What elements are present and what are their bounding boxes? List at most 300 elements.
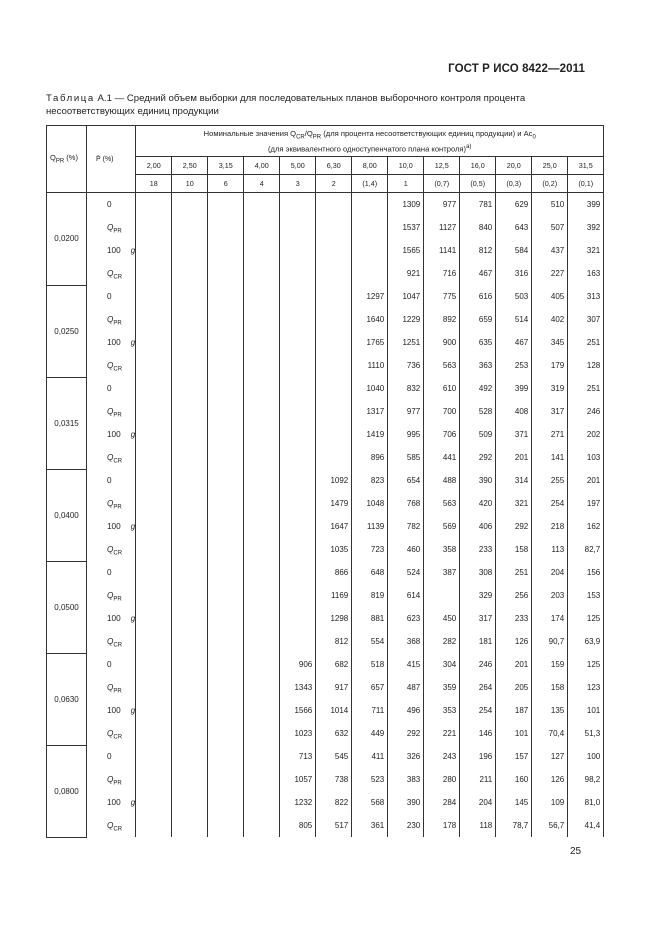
table-value: 70,4 [548,729,565,738]
table-value: 1640 [366,315,385,324]
table-value: 314 [514,476,529,485]
table-value: 126 [514,637,529,646]
table-value [136,584,171,607]
table-value: 510 [550,200,565,209]
table-value: 109 [550,798,565,807]
table-value [136,331,171,354]
table-value: 125 [586,660,601,669]
table-value: 179 [550,361,565,370]
value-column-cell [244,285,280,377]
table-value [244,814,279,837]
value-column-cell [460,377,496,469]
table-value [352,193,387,216]
table-value [208,745,243,768]
table-value: 359 [442,683,457,692]
sample-size-cell: (0,7) [424,175,460,193]
value-column-cell [172,745,208,837]
table-value: 411 [371,752,385,761]
table-value: 420 [478,499,493,508]
sample-size-table [46,125,604,838]
table-value: 805 [298,821,313,830]
table-value [316,262,351,285]
table-value: 408 [514,407,529,416]
value-column-cell [316,193,352,286]
row-label: $Q_{CR}$ [107,637,123,649]
nominal-cell: 12,5 [424,157,460,175]
value-column-cell [244,561,280,653]
value-column-cell [316,469,352,561]
table-value: 768 [406,499,421,508]
table-value: 321 [586,246,601,255]
table-value [208,814,243,837]
value-column-cell [568,377,604,469]
table-value [316,331,351,354]
table-value: 832 [406,384,421,393]
table-value [172,239,207,262]
value-column-cell [244,653,280,745]
table-value [208,262,243,285]
value-column-cell [532,469,568,561]
value-column-cell [424,561,460,653]
table-value [136,722,171,745]
nominal-cell: 10,0 [388,157,424,175]
table-value [208,492,243,515]
table-value [244,469,279,492]
table-value [280,239,315,262]
table-value: 103 [586,453,601,462]
table-value: 205 [514,683,529,692]
row-label-cell [87,469,136,561]
table-value [208,584,243,607]
table-value [280,354,315,377]
table-value [244,400,279,423]
value-column-cell [496,745,532,837]
table-value [280,377,315,400]
table-value: 178 [442,821,457,830]
table-value: 1647 [330,522,349,531]
table-value: 1141 [439,246,457,255]
table-value [208,239,243,262]
table-value [244,791,279,814]
table-value [136,400,171,423]
table-value: 635 [478,338,493,347]
row-label: 100 g [107,246,136,255]
value-column-cell [568,561,604,653]
table-value [172,377,207,400]
value-column-cell [136,745,172,837]
table-value [208,193,243,216]
value-column-cell [496,469,532,561]
col-p-header: P̄ (%) [87,126,136,193]
table-value: 246 [478,660,493,669]
table-value: 181 [478,637,493,646]
row-label-cell [87,745,136,837]
value-column-cell [352,653,388,745]
row-label: $Q_{CR}$ [107,821,123,833]
table-value [244,492,279,515]
table-value: 284 [442,798,457,807]
value-column-cell [532,745,568,837]
table-value: 614 [406,591,421,600]
table-block-row [47,653,604,745]
table-value [208,676,243,699]
row-label: 0 [107,660,112,669]
table-value: 1229 [402,315,421,324]
row-label: $Q_{CR}$ [107,361,123,373]
table-value [280,630,315,653]
table-value [172,538,207,561]
table-value [208,331,243,354]
table-value: 141 [550,453,565,462]
table-value: 160 [514,775,529,784]
table-value [172,469,207,492]
nominal-cell: 8,00 [352,157,388,175]
table-value [208,699,243,722]
value-column-cell [352,285,388,377]
table-value [244,423,279,446]
value-column-cell [424,377,460,469]
value-column-cell [316,561,352,653]
table-value [136,768,171,791]
table-value: 251 [586,384,601,393]
table-value: 995 [406,430,421,439]
table-value: 569 [442,522,457,531]
table-value [172,630,207,653]
table-value [316,423,351,446]
table-value: 441 [442,453,457,462]
table-value [172,768,207,791]
table-value [136,216,171,239]
row-label: 0 [107,292,112,301]
value-column-cell [388,653,424,745]
table-value: 204 [550,568,565,577]
table-value: 41,4 [584,821,601,830]
table-value: 917 [334,683,349,692]
table-value: 682 [334,660,349,669]
table-value: 643 [514,223,529,232]
table-value [172,216,207,239]
table-value [172,193,207,216]
table-value [244,308,279,331]
sample-size-cell: (0,3) [496,175,532,193]
table-value [136,791,171,814]
table-value [172,722,207,745]
standard-number: ГОСТ Р ИСО 8422—2011 [448,63,585,75]
table-value: 317 [550,407,565,416]
table-value: 507 [550,223,565,232]
value-column-cell [460,469,496,561]
qpr-value-cell: 0,0400 [47,469,87,561]
table-value [244,216,279,239]
table-value: 390 [478,476,493,485]
value-column-cell [352,377,388,469]
table-value: 230 [406,821,421,830]
table-value: 706 [442,430,457,439]
value-column-cell [532,193,568,286]
table-value: 736 [406,361,421,370]
table-value [280,193,315,216]
sample-size-cell: (0,2) [532,175,568,193]
value-column-cell [316,377,352,469]
table-value: 174 [550,614,565,623]
table-value: 255 [550,476,565,485]
table-value: 361 [370,821,385,830]
table-value: 326 [406,752,421,761]
table-value [208,446,243,469]
table-value [244,193,279,216]
value-column-cell [460,285,496,377]
table-value: 264 [478,683,493,692]
table-value: 657 [370,683,385,692]
table-value: 383 [406,775,421,784]
table-value [244,561,279,584]
value-column-cell [280,561,316,653]
table-value [244,699,279,722]
value-column-cell [568,469,604,561]
table-value: 197 [586,499,601,508]
table-value [136,630,171,653]
value-column-cell [208,653,244,745]
table-value: 1057 [294,775,313,784]
table-value: 371 [514,430,529,439]
table-value: 399 [514,384,529,393]
row-label: 0 [107,384,112,393]
table-value [172,607,207,630]
table-value: 1343 [294,683,313,692]
value-column-cell [496,193,532,286]
table-value [208,607,243,630]
table-value: 1110 [367,361,385,370]
table-value: 819 [370,591,385,600]
table-value [208,423,243,446]
row-label-cell [87,377,136,469]
caption-lead: Таблица [46,93,95,104]
nominal-cell: 4,00 [244,157,280,175]
table-value [172,446,207,469]
table-value: 629 [514,200,529,209]
qpr-value-cell: 0,0200 [47,193,87,286]
table-value: 98,2 [584,775,601,784]
table-value: 329 [478,591,493,600]
table-value [208,469,243,492]
table-value: 163 [586,269,601,278]
table-value: 977 [406,407,421,416]
table-value [172,561,207,584]
table-value [316,446,351,469]
table-value: 100 [586,752,601,761]
table-value: 345 [550,338,565,347]
table-value: 514 [514,315,529,324]
value-column-cell [172,193,208,286]
table-value: 153 [586,591,601,600]
row-label: $Q_{PR}$ [107,407,122,419]
table-value: 127 [550,752,565,761]
table-value [244,538,279,561]
row-label: 0 [107,476,112,485]
table-value: 399 [586,200,601,209]
row-label-cell [87,653,136,745]
value-column-cell [352,469,388,561]
table-value: 437 [550,246,565,255]
table-value [244,377,279,400]
table-value [136,285,171,308]
sample-size-cell: 4 [244,175,280,193]
table-value [280,423,315,446]
value-column-cell [136,377,172,469]
table-value: 1765 [366,338,385,347]
table-value: 243 [442,752,457,761]
row-label: 100 g [107,706,136,715]
table-value [244,676,279,699]
table-value: 545 [334,752,349,761]
table-value [316,400,351,423]
table-value [172,331,207,354]
table-value: 353 [442,706,457,715]
table-value: 554 [370,637,385,646]
table-value: 368 [406,637,421,646]
table-value: 203 [550,591,565,600]
table-value [136,492,171,515]
table-value: 1092 [330,476,349,485]
table-value: 128 [586,361,601,370]
table-value [136,193,171,216]
nominal-cell: 25,0 [532,157,568,175]
table-value [136,446,171,469]
col-qpr-header: $Q_{PR}$ (%) [47,126,87,193]
value-column-cell [388,745,424,837]
table-value: 1298 [330,614,349,623]
table-value [244,722,279,745]
table-value: 1047 [402,292,421,301]
value-column-cell [424,469,460,561]
table-value: 900 [442,338,457,347]
table-value: 271 [550,430,565,439]
table-value: 159 [550,660,565,669]
caption-text: — Средний объем выборки для последовательных планов выборочного контроля процента несоответствующих единиц продукции [46,93,526,117]
table-value: 632 [334,729,349,738]
table-value: 253 [514,361,529,370]
table-value: 648 [370,568,385,577]
value-column-cell [532,561,568,653]
row-label-cell [87,193,136,286]
value-column-cell [280,193,316,286]
sample-size-cell: (1,4) [352,175,388,193]
value-column-cell [244,745,280,837]
table-value: 246 [586,407,601,416]
table-value [136,469,171,492]
table-value: 405 [550,292,565,301]
table-value: 90,7 [548,637,565,646]
value-column-cell [280,653,316,745]
value-column-cell [352,193,388,286]
table-value: 450 [442,614,457,623]
table-value [352,216,387,239]
nominal-cell: 2,00 [136,157,172,175]
table-value: 321 [514,499,529,508]
table-value [316,216,351,239]
table-value [136,262,171,285]
row-label: $Q_{CR}$ [107,269,123,281]
table-value: 292 [514,522,529,531]
table-value: 187 [514,706,529,715]
value-column-cell [568,285,604,377]
table-value: 528 [478,407,493,416]
table-value: 812 [478,246,493,255]
table-value: 211 [479,775,493,784]
value-column-cell [136,285,172,377]
table-value: 812 [334,637,349,646]
table-value [280,538,315,561]
table-value [172,354,207,377]
table-value [208,768,243,791]
table-value: 254 [550,499,565,508]
qpr-value-cell: 0,0800 [47,745,87,837]
table-value: 460 [406,545,421,554]
table-value [208,377,243,400]
table-value [172,699,207,722]
table-block-row [47,193,604,286]
table-value: 1537 [402,223,421,232]
value-column-cell [424,193,460,286]
table-value [136,515,171,538]
table-value: 568 [370,798,385,807]
table-value: 488 [442,476,457,485]
value-column-cell [244,193,280,286]
table-value: 563 [442,499,457,508]
row-label: 0 [107,752,112,761]
row-label-cell [87,285,136,377]
table-value: 584 [514,246,529,255]
table-value: 158 [550,683,565,692]
value-column-cell [316,745,352,837]
table-value: 700 [442,407,457,416]
table-value [280,492,315,515]
table-value [244,745,279,768]
row-label: 100 g [107,798,136,807]
table-value: 1297 [366,292,385,301]
table-value [316,308,351,331]
table-value [352,262,387,285]
table-value: 1048 [366,499,385,508]
table-value [244,354,279,377]
table-value: 713 [298,752,313,761]
value-column-cell [460,561,496,653]
value-column-cell [568,745,604,837]
row-label: $Q_{PR}$ [107,499,122,511]
table-value: 308 [478,568,493,577]
value-column-cell [136,561,172,653]
table-value: 125 [586,614,601,623]
qpr-value-cell: 0,0315 [47,377,87,469]
value-column-cell [388,193,424,286]
table-value: 202 [586,430,601,439]
table-value: 135 [550,706,565,715]
table-value [244,630,279,653]
table-value: 101 [514,729,529,738]
table-value: 775 [442,292,457,301]
row-label: $Q_{PR}$ [107,775,122,787]
row-label: 100 g [107,614,136,623]
table-value [244,768,279,791]
table-value: 113 [551,545,565,554]
table-value [208,653,243,676]
value-column-cell [388,469,424,561]
table-value: 307 [586,315,601,324]
table-value: 659 [478,315,493,324]
table-value: 227 [550,269,565,278]
table-value: 233 [514,614,529,623]
table-value: 254 [478,706,493,715]
